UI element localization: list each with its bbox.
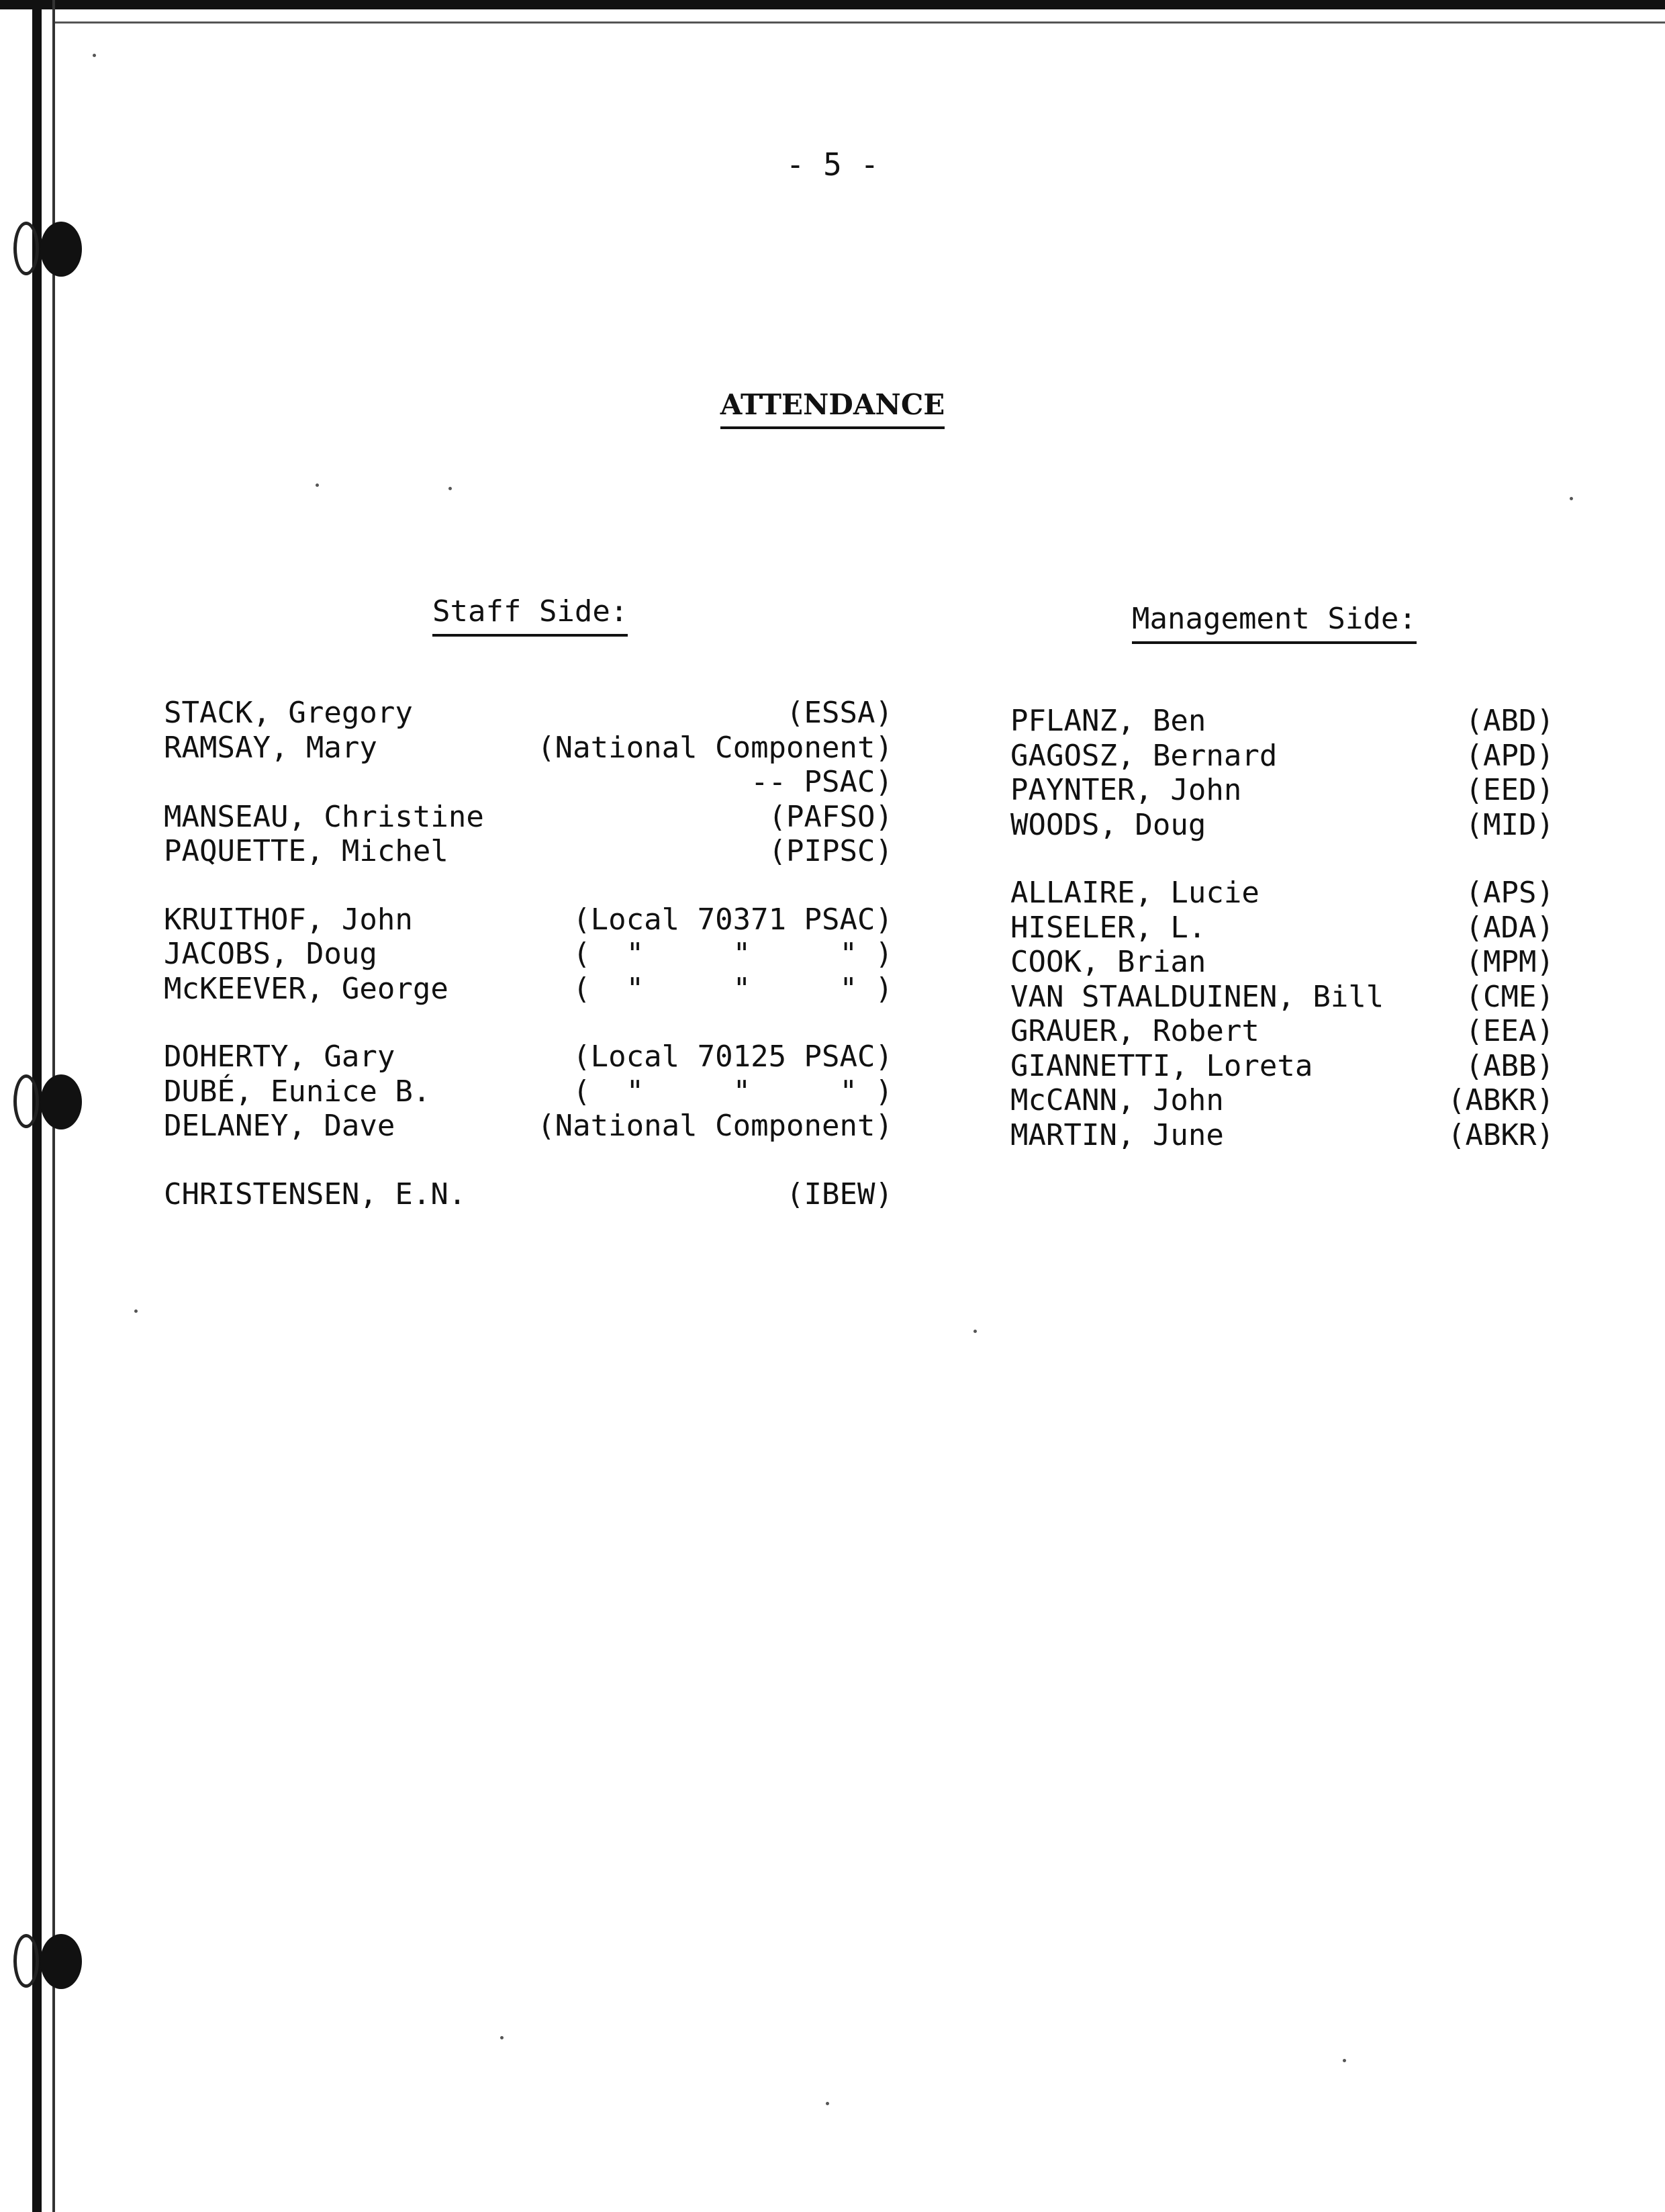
- attendee-organization: (ABKR): [1447, 1083, 1554, 1117]
- attendee-name: WOODS, Doug: [1010, 807, 1206, 842]
- scan-top-line: [54, 21, 1665, 24]
- attendee-name: DELANEY, Dave: [164, 1109, 395, 1143]
- attendee-row: [1010, 1049, 1554, 1084]
- attendee-row: [164, 834, 893, 869]
- title-text: ATTENDANCE: [720, 388, 945, 429]
- attendee-name: MARTIN, June: [1010, 1117, 1224, 1152]
- staff-side-heading: [432, 594, 628, 629]
- attendee-organization: (EED): [1465, 773, 1554, 807]
- attendee-name: RAMSAY, Mary: [164, 730, 377, 765]
- attendee-row: [1010, 1083, 1554, 1118]
- attendee-name: HISELER, L.: [1010, 910, 1206, 945]
- attendee-organization: -- PSAC): [751, 765, 893, 799]
- attendee-name: DOHERTY, Gary: [164, 1040, 395, 1074]
- group-spacer: [164, 869, 893, 903]
- attendee-name: DUBÉ, Eunice B.: [164, 1074, 431, 1109]
- attendee-organization: ( " " " ): [573, 971, 893, 1006]
- attendee-organization: (Local 70371 PSAC): [573, 902, 893, 937]
- attendee-name: PAYNTER, John: [1010, 773, 1242, 807]
- scan-speck: [134, 1309, 138, 1313]
- attendee-organization: (APS): [1465, 876, 1554, 910]
- attendee-name: JACOBS, Doug: [164, 937, 377, 971]
- attendee-organization: (ABB): [1465, 1048, 1554, 1083]
- attendee-row: [164, 1040, 893, 1074]
- scan-top-edge: [0, 0, 1665, 9]
- attendee-row: [1010, 1118, 1554, 1153]
- attendee-name: McCANN, John: [1010, 1083, 1224, 1117]
- scan-speck: [826, 2102, 829, 2105]
- attendee-organization: ( " " " ): [573, 937, 893, 971]
- attendee-organization: (IBEW): [786, 1177, 893, 1211]
- attendee-row: [1010, 773, 1554, 808]
- scan-speck: [316, 483, 319, 487]
- scan-speck: [1570, 497, 1573, 500]
- attendee-name: KRUITHOF, John: [164, 902, 413, 937]
- group-spacer: [164, 1144, 893, 1177]
- attendee-row: [164, 972, 893, 1007]
- punch-hole-top: [40, 222, 82, 277]
- attendee-organization: (PIPSC): [768, 834, 893, 868]
- attendee-name: MANSEAU, Christine: [164, 799, 484, 834]
- binder-ring-middle: [13, 1074, 39, 1128]
- attendee-row: [1010, 911, 1554, 946]
- management-side-heading: [1132, 602, 1417, 636]
- attendee-row: [1010, 876, 1554, 911]
- attendee-name: PFLANZ, Ben: [1010, 704, 1206, 738]
- attendee-row: [164, 765, 893, 800]
- attendee-name: GIANNETTI, Loreta: [1010, 1048, 1313, 1083]
- attendee-organization: (National Component): [537, 1109, 893, 1143]
- attendee-name: COOK, Brian: [1010, 945, 1206, 979]
- page-number: - 5 -: [786, 146, 879, 183]
- attendee-name: CHRISTENSEN, E.N.: [164, 1177, 467, 1211]
- attendee-row: [164, 800, 893, 835]
- scan-speck: [93, 54, 96, 57]
- scan-speck: [1343, 2059, 1346, 2062]
- attendee-organization: (CME): [1465, 979, 1554, 1014]
- scan-speck: [973, 1330, 977, 1333]
- attendee-row: [1010, 980, 1554, 1015]
- attendee-row: [1010, 808, 1554, 843]
- attendee-name: VAN STAALDUINEN, Bill: [1010, 979, 1384, 1014]
- attendee-name: GRAUER, Robert: [1010, 1014, 1259, 1048]
- attendee-row: [1010, 945, 1554, 980]
- attendee-organization: (APD): [1465, 738, 1554, 773]
- attendee-organization: ( " " " ): [573, 1074, 893, 1109]
- attendee-organization: (ADA): [1465, 910, 1554, 945]
- attendee-organization: (PAFSO): [768, 799, 893, 834]
- attendee-organization: (EEA): [1465, 1014, 1554, 1048]
- staff-side-list: [164, 696, 893, 1211]
- management-side-heading-text: Management Side:: [1132, 602, 1417, 644]
- attendee-row: [1010, 1014, 1554, 1049]
- attendee-name: PAQUETTE, Michel: [164, 834, 448, 868]
- attendee-name: GAGOSZ, Bernard: [1010, 738, 1278, 773]
- attendee-organization: (ABD): [1465, 704, 1554, 738]
- attendee-organization: (MID): [1465, 807, 1554, 842]
- attendee-row: [1010, 704, 1554, 739]
- binder-ring-top: [13, 222, 39, 275]
- attendee-row: [164, 903, 893, 937]
- attendee-name: McKEEVER, George: [164, 971, 448, 1006]
- attendee-row: [164, 937, 893, 972]
- document-title: [0, 388, 1665, 421]
- attendee-organization: (ABKR): [1447, 1117, 1554, 1152]
- scan-speck: [448, 487, 452, 490]
- attendee-row: [164, 696, 893, 731]
- attendee-name: STACK, Gregory: [164, 696, 413, 730]
- attendee-row: [164, 1109, 893, 1144]
- attendee-organization: (Local 70125 PSAC): [573, 1040, 893, 1074]
- attendee-organization: (MPM): [1465, 945, 1554, 979]
- punch-hole-middle: [40, 1074, 82, 1130]
- attendee-organization: (ESSA): [786, 696, 893, 730]
- binder-ring-bottom: [13, 1934, 39, 1988]
- attendee-row: [164, 1074, 893, 1109]
- staff-side-heading-text: Staff Side:: [432, 594, 628, 637]
- attendee-name: ALLAIRE, Lucie: [1010, 876, 1259, 910]
- attendee-organization: (National Component): [537, 730, 893, 765]
- attendee-row: [164, 731, 893, 766]
- attendee-row: [1010, 739, 1554, 774]
- group-spacer: [1010, 842, 1554, 876]
- management-side-list: [1010, 704, 1554, 1152]
- punch-hole-bottom: [40, 1934, 82, 1989]
- scan-speck: [500, 2036, 504, 2039]
- attendee-row: [164, 1177, 893, 1212]
- group-spacer: [164, 1006, 893, 1040]
